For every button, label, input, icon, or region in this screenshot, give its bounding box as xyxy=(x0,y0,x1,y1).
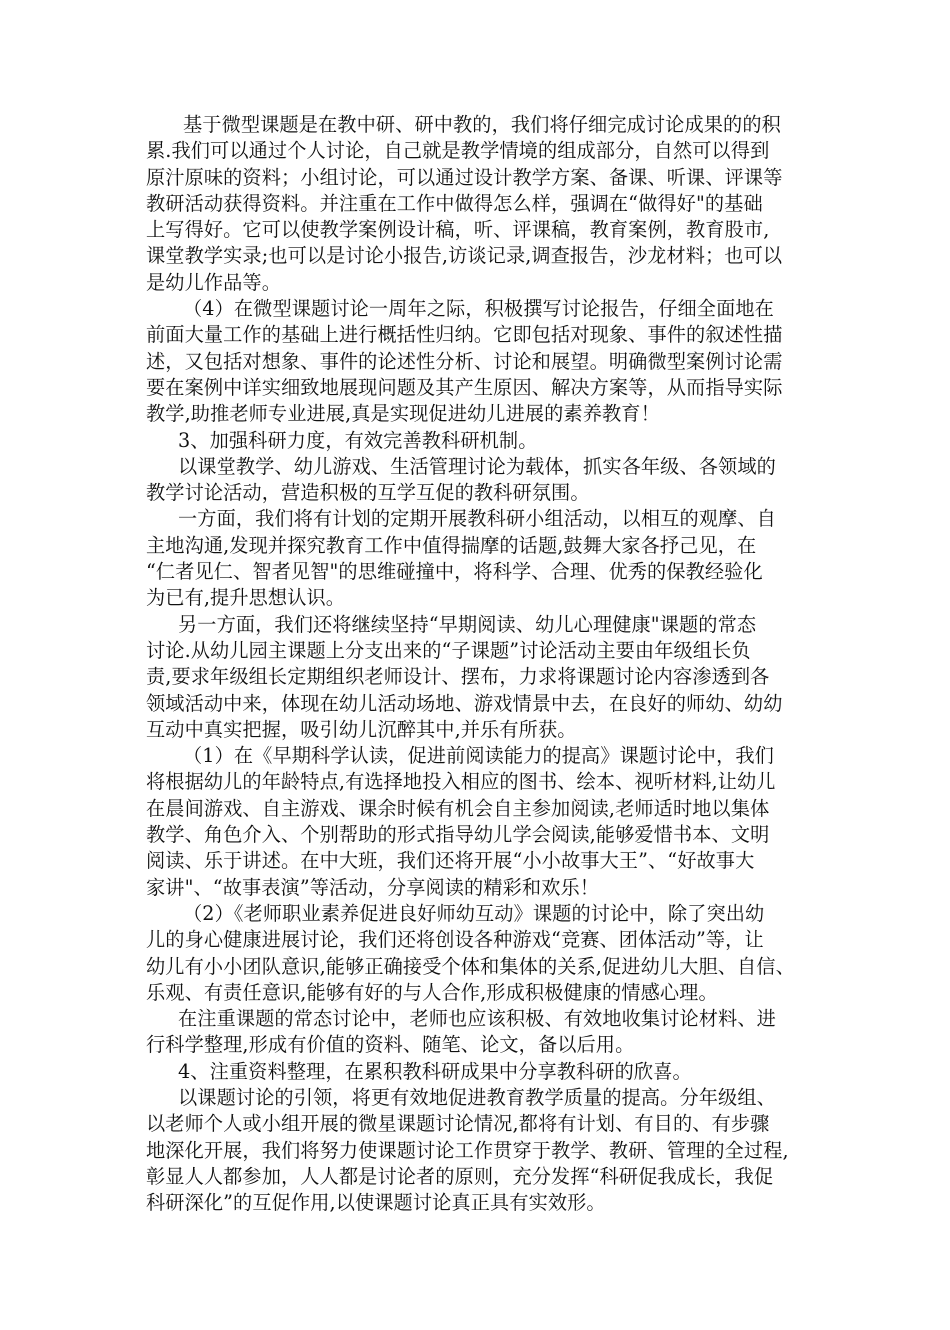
paragraph xyxy=(146,112,822,296)
text-line: （2）《老师职业素养促进良好师幼互动》课题的讨论中，除了突出幼 xyxy=(183,901,765,925)
text-line: 阅读、乐于讲述。在中大班，我们还将开展“小小故事大王”、“好故事大 xyxy=(146,849,755,873)
text-line: （1）在《早期科学认读，促进前阅读能力的提高》课题讨论中，我们 xyxy=(183,744,774,768)
text-line: 科研深化”的互促作用,以使课题讨论真正具有实效形。 xyxy=(146,1191,606,1215)
text-line: 为已有,提升思想认识。 xyxy=(146,586,346,610)
text-line: 是幼儿作品等。 xyxy=(146,270,282,294)
paragraph xyxy=(146,1059,822,1085)
text-line: 以课题讨论的引领，将更有效地促进教育教学质量的提高。分年级组、 xyxy=(178,1085,776,1109)
text-line: （4）在微型课题讨论一周年之际，积极撰写讨论报告，仔细全面地在 xyxy=(183,297,774,321)
paragraph xyxy=(146,296,822,427)
text-line: 地深化开展，我们将努力使课题讨论工作贯穿于教学、教研、管理的全过程, xyxy=(146,1138,789,1162)
text-line: 4、注重资料整理，在累积教科研成果中分享教科研的欣喜。 xyxy=(178,1059,692,1083)
paragraph xyxy=(146,428,822,454)
text-line: 要在案例中详实细致地展现问题及其产生原因、解决方案等，从而指导实际 xyxy=(146,375,783,399)
text-line: 幼儿有小小团队意识,能够正确接受个体和集体的关系,促进幼儿大胆、自信、 xyxy=(146,954,795,978)
text-line: 领域活动中来，体现在幼儿活动场地、游戏情景中去，在良好的师幼、幼幼 xyxy=(146,691,783,715)
text-line: 课堂教学实录;也可以是讨论小报告,访谈记录,调查报告，沙龙材料；也可以 xyxy=(146,244,783,268)
paragraph xyxy=(146,901,822,1006)
text-line: 主地沟通,发现并探究教育工作中值得揣摩的话题,鼓舞大家各抒己见，在 xyxy=(146,533,757,557)
text-line: 累.我们可以通过个人讨论，自己就是教学情境的组成部分，自然可以得到 xyxy=(146,139,770,163)
text-line: 一方面，我们将有计划的定期开展教科研小组活动，以相互的观摩、自 xyxy=(178,507,776,531)
paragraph xyxy=(146,1085,822,1216)
paragraph xyxy=(146,454,822,507)
paragraph xyxy=(146,612,822,743)
text-line: 述，又包括对想象、事件的论述性分析、讨论和展望。明确微型案例讨论需 xyxy=(146,349,783,373)
text-line: 家讲"、“故事表演”等活动，分享阅读的精彩和欢乐！ xyxy=(146,875,600,899)
text-line: 在注重课题的常态讨论中，老师也应该积极、有效地收集讨论材料、进 xyxy=(178,1007,776,1031)
text-line: “仁者见仁、智者见智"的思维碰撞中，将科学、合理、优秀的保教经验化 xyxy=(146,560,763,584)
text-line: 以老师个人或小组开展的微星课题讨论情况,都将有计划、有目的、有步骤 xyxy=(146,1112,770,1136)
text-line: 互动中真实把握，吸引幼儿沉醉其中,并乐有所获。 xyxy=(146,717,577,741)
text-line: 教研活动获得资料。并注重在工作中做得怎么样，强调在“做得好"的基础 xyxy=(146,191,763,215)
document-body xyxy=(146,112,822,1216)
text-line: 责,要求年级组长定期组织老师设计、摆布，力求将课题讨论内容渗透到各 xyxy=(146,665,770,689)
text-line: 3、加强科研力度，有效完善教科研机制。 xyxy=(178,428,538,452)
text-line: 教学,助推老师专业进展,真是实现促进幼儿进展的素养教育！ xyxy=(146,402,660,426)
text-line: 讨论.从幼儿园主课题上分支出来的“子课题”讨论活动主要由年级组长负 xyxy=(146,638,751,662)
text-line: 上写得好。它可以使教学案例设计稿，听、评课稿，教育案例，教育股市, xyxy=(146,218,770,242)
text-line: 在晨间游戏、自主游戏、课余时候有机会自主参加阅读,老师适时地以集体 xyxy=(146,796,770,820)
text-line: 基于微型课题是在教中研、研中教的，我们将仔细完成讨论成果的的积 xyxy=(183,113,781,136)
text-line: 教学、角色介入、个别帮助的形式指导幼儿学会阅读,能够爱惜书本、文明 xyxy=(146,823,770,847)
paragraph xyxy=(146,506,822,611)
text-line: 教学讨论活动，营造积极的互学互促的教科研氛围。 xyxy=(146,481,590,505)
text-line: 原汁原味的资料；小组讨论，可以通过设计教学方案、备课、听课、评课等 xyxy=(146,165,783,189)
text-line: 以课堂教学、幼儿游戏、生活管理讨论为载体，抓实各年级、各领域的 xyxy=(178,454,776,478)
paragraph xyxy=(146,743,822,901)
paragraph xyxy=(146,1006,822,1059)
text-line: 前面大量工作的基础上进行概括性归纳。它即包括对现象、事件的叙述性描 xyxy=(146,323,783,347)
text-line: 行科学整理,形成有价值的资料、随笔、论文，备以后用。 xyxy=(146,1033,635,1057)
text-line: 儿的身心健康进展讨论，我们还将创设各种游戏“竞赛、团体活动”等，让 xyxy=(146,928,764,952)
text-line: 乐观、有责任意识,能够有好的与人合作,形成积极健康的情感心理。 xyxy=(146,980,718,1004)
text-line: 另一方面，我们还将继续坚持“早期阅读、幼儿心理健康"课题的常态 xyxy=(178,612,757,636)
text-line: 将根据幼儿的年龄特点,有选择地投入相应的图书、绘本、视听材料,让幼儿 xyxy=(146,770,776,794)
text-line: 彰显人人都参加，人人都是讨论者的原则，充分发挥“科研促我成长，我促 xyxy=(146,1164,774,1188)
